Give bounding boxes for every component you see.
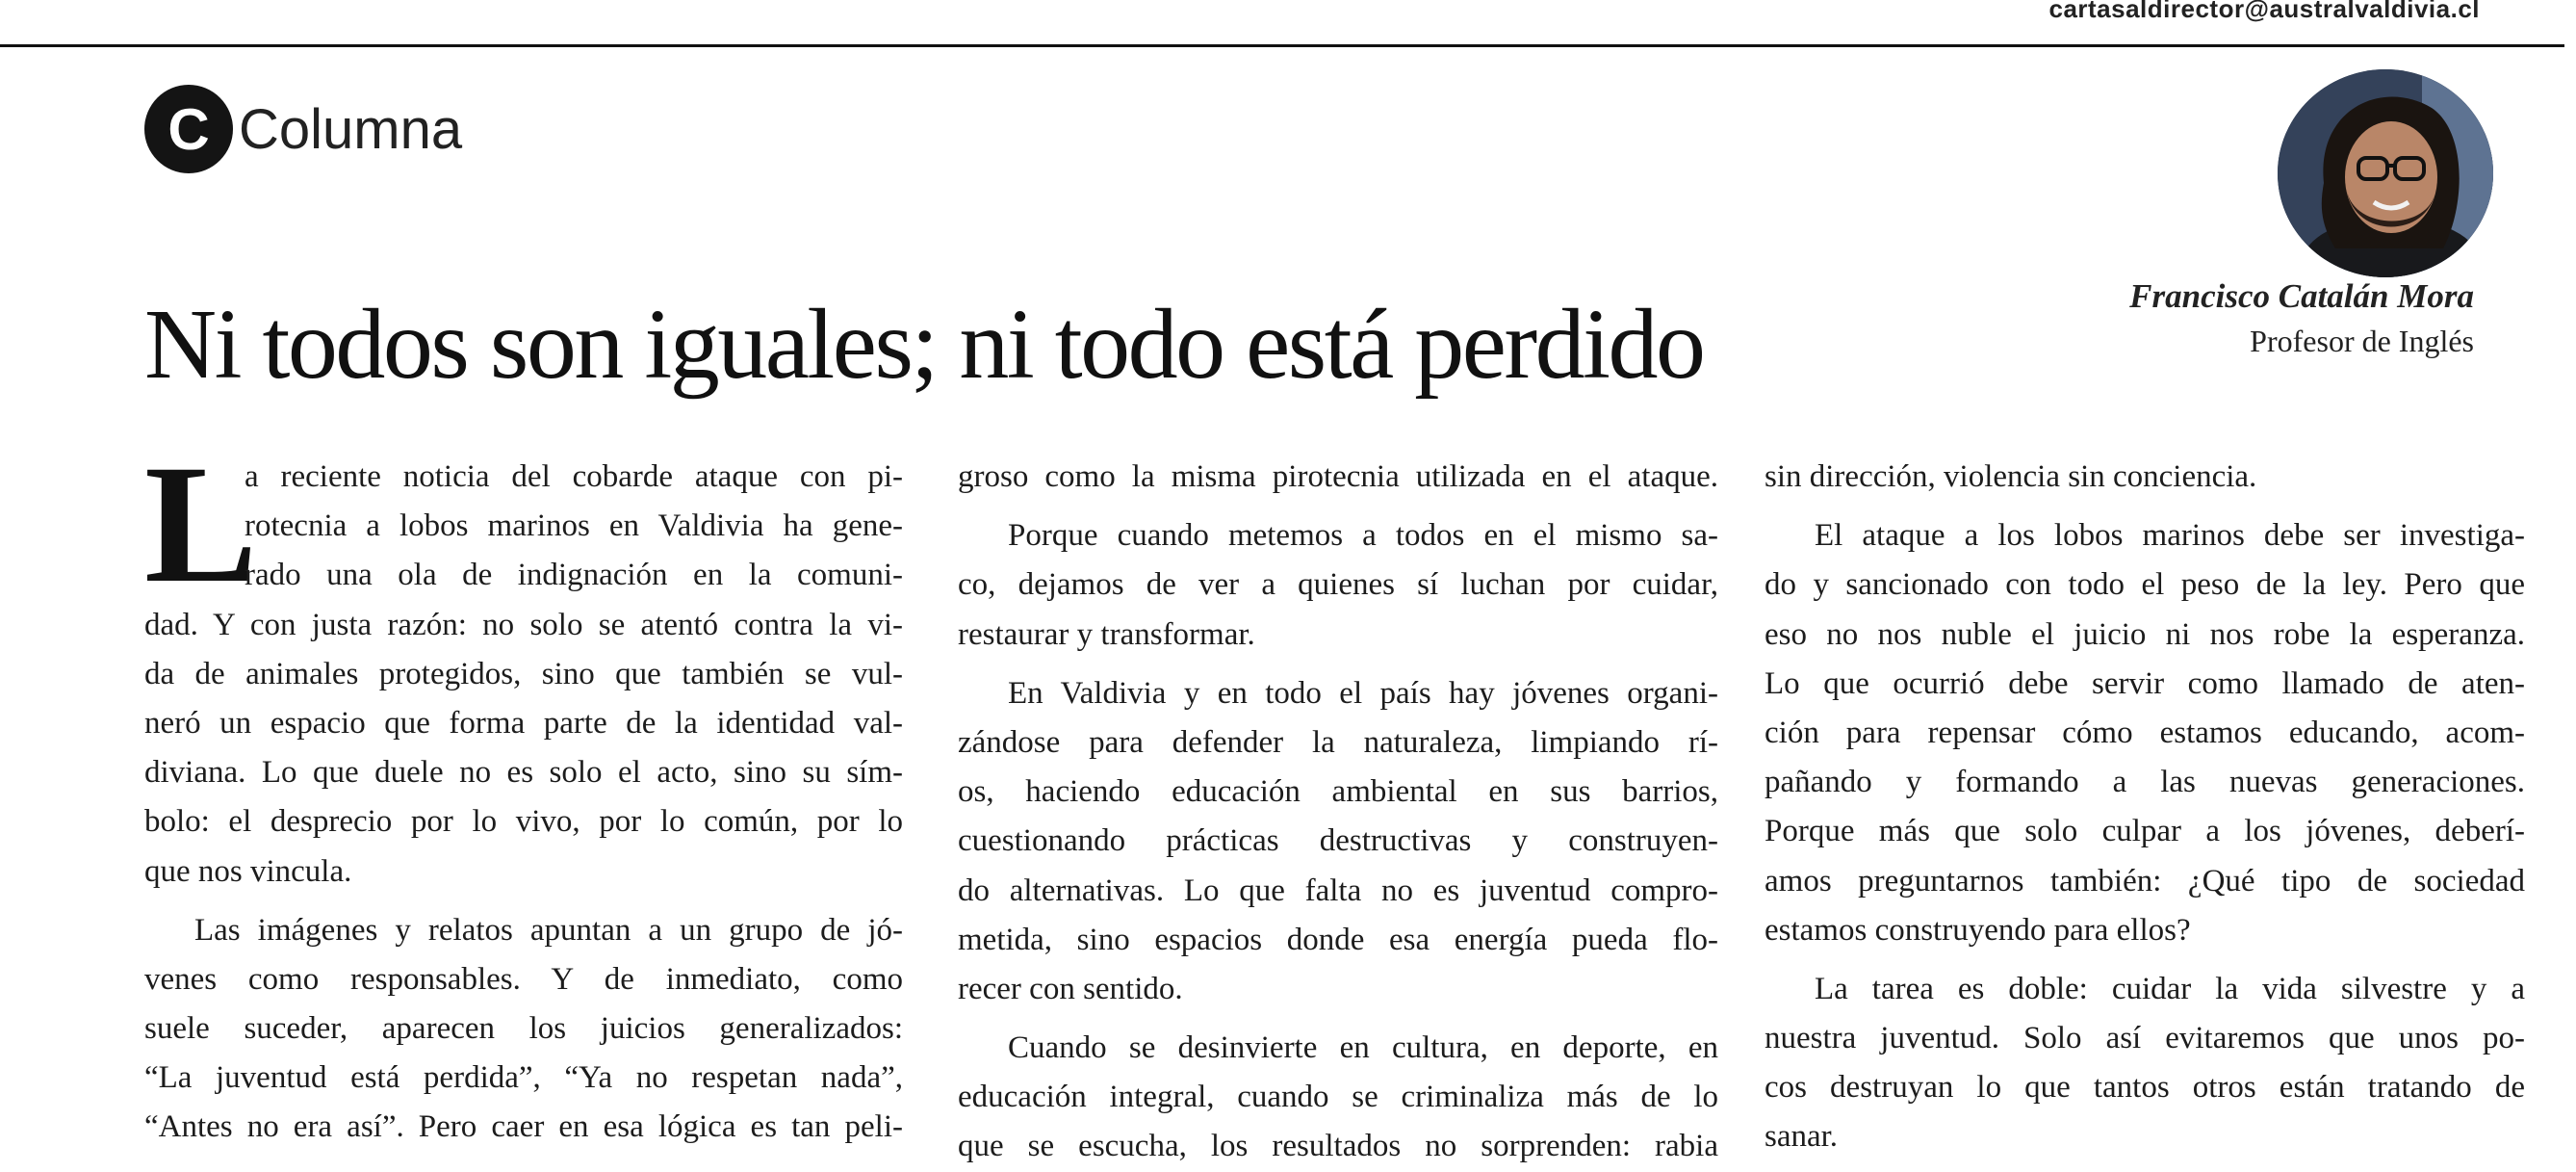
article-line: da de animales protegidos, sino que también se vul- — [144, 656, 903, 691]
article-line: Las imágenes y relatos apuntan a un grupo de jó- — [194, 912, 903, 948]
article-line: “Antes no era así”. Pero caer en esa lógica es tan peli- — [144, 1109, 903, 1145]
article-line: neró un espacio que forma parte de la identidad val- — [144, 705, 903, 741]
article-line: bolo: el desprecio por lo vivo, por lo común, por lo — [144, 804, 903, 840]
article-line: sin dirección, violencia sin conciencia. — [1765, 459, 2257, 494]
article-line: Lo que ocurrió debe servir como llamado de aten- — [1765, 665, 2525, 701]
article-line: eso no nos nuble el juicio ni nos robe la esperanza. — [1765, 616, 2525, 652]
article-line: zándose para defender la naturaleza, limpiando rí- — [958, 724, 1718, 760]
article-line: La tarea es doble: cuidar la vida silvestre y a — [1815, 971, 2525, 1006]
author-photo — [2278, 69, 2493, 277]
article-line: Porque más que solo culpar a los jóvenes, deberí- — [1765, 814, 2525, 849]
article-line: diviana. Lo que duele no es solo el acto, sino su sím- — [144, 755, 903, 791]
article-line: recer con sentido. — [958, 971, 1183, 1006]
author-byline — [2129, 277, 2474, 359]
article-line: a reciente noticia del cobarde ataque con pi- — [245, 459, 903, 494]
article-line: cuestionando prácticas destructivas y construyen- — [958, 823, 1718, 859]
article-line: metida, sino espacios donde esa energía pueda flo- — [958, 922, 1718, 957]
article-line: rotecnia a lobos marinos en Valdivia ha gene- — [245, 508, 903, 544]
article-line: “La juventud está perdida”, “Ya no respetan nada”, — [144, 1060, 903, 1096]
article-line: El ataque a los lobos marinos debe ser investiga- — [1815, 518, 2525, 554]
author-role: Profesor de Inglés — [2250, 324, 2474, 358]
header-rule — [0, 44, 2564, 47]
article-column-3 — [1765, 453, 2525, 1162]
article-line: nuestra juventud. Solo así evitaremos que unos po- — [1765, 1021, 2525, 1056]
article-line: rado una ola de indignación en la comuni- — [245, 558, 903, 593]
article-line: que se escucha, los resultados no sorprenden: rabia — [958, 1129, 1718, 1164]
article-line: dad. Y con justa razón: no solo se atentó contra la vi- — [144, 607, 903, 642]
article-line: venes como responsables. Y de inmediato, como — [144, 961, 903, 997]
headline: Ni todos son iguales; ni todo está perdido — [144, 289, 1704, 400]
section-badge: C — [144, 85, 233, 173]
article-line: do alternativas. Lo que falta no es juventud compro- — [958, 872, 1718, 908]
article-line: amos preguntarnos también: ¿Qué tipo de sociedad — [1765, 863, 2525, 899]
drop-cap: L — [144, 430, 258, 618]
article-line: sanar. — [1765, 1119, 1839, 1155]
article-line: groso como la misma pirotecnia utilizada en el ataque. — [958, 459, 1718, 494]
article-line: suele suceder, aparecen los juicios generalizados: — [144, 1011, 903, 1047]
article-column-1 — [144, 430, 903, 1153]
article-line: restaurar y transformar. — [958, 616, 1255, 652]
author-portrait-icon — [2278, 69, 2493, 277]
article-line: En Valdivia y en todo el país hay jóvenes organi- — [1008, 675, 1718, 711]
article-line: Porque cuando metemos a todos en el mismo sa- — [1008, 518, 1718, 554]
section-label: Columna — [239, 97, 463, 161]
article-line: que nos vincula. — [144, 853, 352, 889]
article-line: cos destruyan lo que tantos otros están tratando de — [1765, 1070, 2525, 1106]
article-line: educación integral, cuando se criminaliza más de lo — [958, 1080, 1718, 1115]
article-line: Cuando se desinvierte en cultura, en deporte, en — [1008, 1030, 1718, 1066]
section-header — [144, 85, 462, 173]
article-line: ción para repensar cómo estamos educando, acom- — [1765, 715, 2525, 750]
article-line: estamos construyendo para ellos? — [1765, 912, 2191, 948]
author-name: Francisco Catalán Mora — [2129, 277, 2474, 315]
contact-email: cartasaldirector@australvaldivia.cl — [2048, 0, 2480, 23]
article-line: pañando y formando a las nuevas generaciones. — [1765, 765, 2525, 800]
article-column-2 — [958, 453, 1718, 1172]
article-line: os, haciendo educación ambiental en sus barrios, — [958, 774, 1718, 810]
article-line: co, dejamos de ver a quienes sí luchan por cuidar, — [958, 567, 1718, 603]
article-line: do y sancionado con todo el peso de la ley. Pero que — [1765, 567, 2525, 603]
